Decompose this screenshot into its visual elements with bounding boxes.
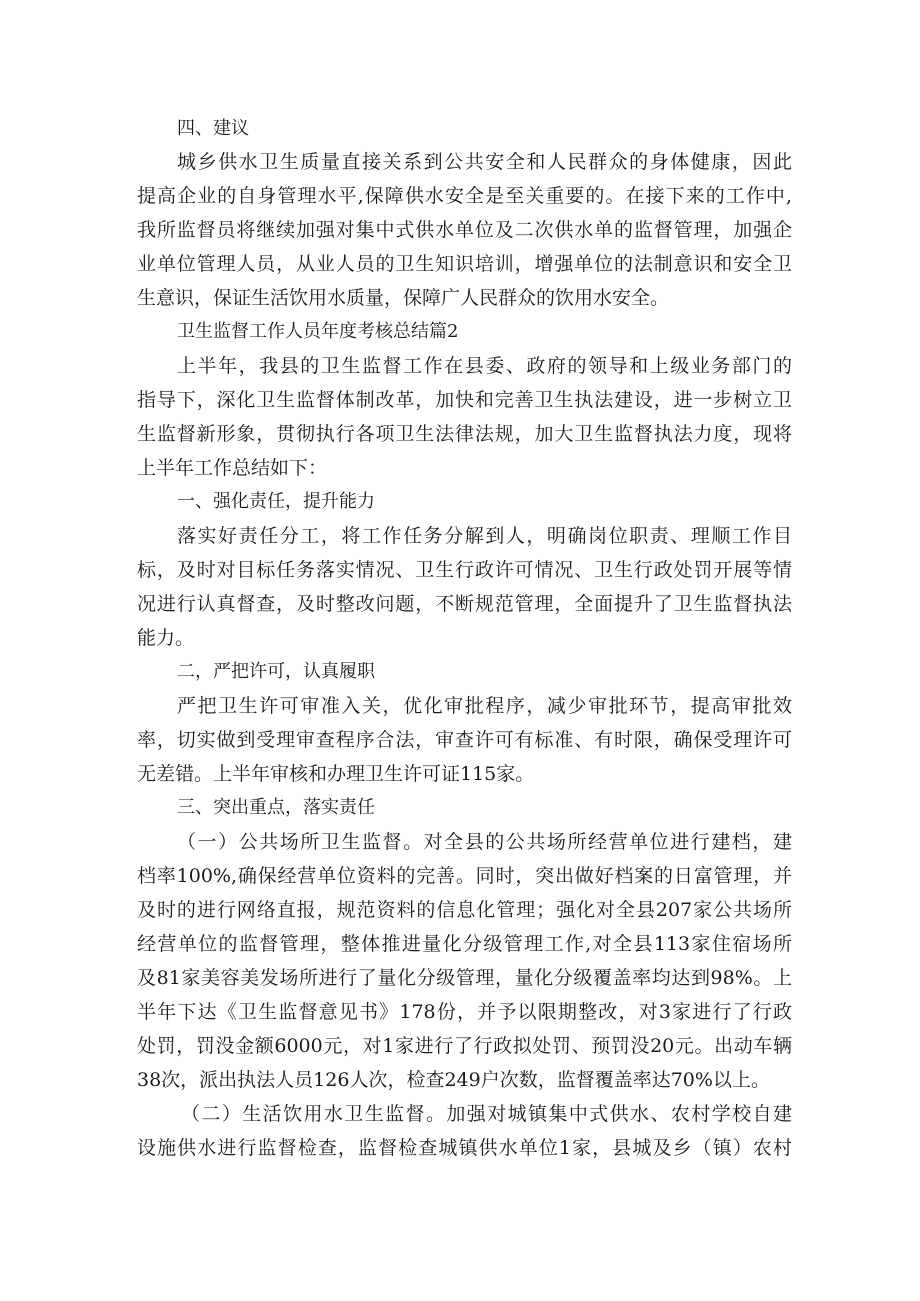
paragraph-line: 及81家美容美发场所进行了量化分级管理，量化分级覆盖率均达到98%。上 (137, 967, 792, 989)
paragraph-line: 业单位管理人员，从业人员的卫生知识培训，增强单位的法制意识和安全卫 (137, 253, 792, 275)
paragraph-line: 设施供水进行监督检查，监督检查城镇供水单位1家，县城及乡（镇）农村 (137, 1137, 792, 1159)
paragraph-line: 生监督新形象，贯彻执行各项卫生法律法规，加大卫生监督执法力度，现将 (137, 423, 792, 445)
paragraph-line: （二）生活饮用水卫生监督。加强对城镇集中式供水、农村学校自建 (181, 1103, 792, 1125)
paragraph-line: 及时的进行网络直报，规范资料的信息化管理；强化对全县207家公共场所 (137, 899, 792, 921)
section-heading-responsibility: 一、强化责任，提升能力 (177, 491, 375, 512)
paragraph-line: 处罚，罚没金额6000元，对1家进行了行政拟处罚、预罚没20元。出动车辆 (137, 1035, 792, 1057)
paragraph-line: 提高企业的自身管理水平,保障供水安全是至关重要的。在接下来的工作中, (137, 185, 792, 207)
paragraph-line: 上半年工作总结如下： (137, 457, 328, 479)
paragraph-line: 标，及时对目标任务落实情况、卫生行政许可情况、卫生行政处罚开展等情 (137, 559, 792, 581)
paragraph-line: 能力。 (137, 627, 195, 649)
paragraph-line: 落实好责任分工，将工作任务分解到人，明确岗位职责、理顺工作目 (177, 525, 792, 547)
paragraph-line: 上半年，我县的卫生监督工作在县委、政府的领导和上级业务部门的 (177, 355, 792, 377)
section-heading-priorities: 三、突出重点，落实责任 (177, 797, 375, 818)
section-heading-permits: 二，严把许可，认真履职 (177, 661, 375, 682)
paragraph-line: 指导下，深化卫生监督体制改革，加快和完善卫生执法建设，进一步树立卫 (137, 389, 792, 411)
paragraph-line: 38次，派出执法人员126人次，检查249户次数，监督覆盖率达70%以上。 (137, 1069, 770, 1091)
paragraph-line: 无差错。上半年审核和办理卫生许可证115家。 (137, 763, 535, 785)
paragraph-line: 经营单位的监督管理，整体推进量化分级管理工作,对全县113家住宿场所 (137, 933, 792, 955)
paragraph-line: 城乡供水卫生质量直接关系到公共安全和人民群众的身体健康，因此 (177, 151, 792, 173)
article-title: 卫生监督工作人员年度考核总结篇2 (177, 321, 459, 342)
paragraph-line: 我所监督员将继续加强对集中式供水单位及二次供水单的监督管理，加强企 (137, 219, 792, 241)
paragraph-line: 生意识，保证生活饮用水质量，保障广人民群众的饮用水安全。 (137, 287, 670, 309)
paragraph-line: 档率100%,确保经营单位资料的完善。同时，突出做好档案的日富管理，并 (137, 865, 792, 887)
paragraph-line: 半年下达《卫生监督意见书》178份，并予以限期整改，对3家进行了行政 (137, 1001, 792, 1023)
section-heading-suggestions: 四、建议 (177, 118, 249, 139)
paragraph-line: 况进行认真督查，及时整改问题，不断规范管理，全面提升了卫生监督执法 (137, 593, 792, 615)
paragraph-line: （一）公共场所卫生监督。对全县的公共场所经营单位进行建档，建 (177, 831, 792, 853)
paragraph-line: 严把卫生许可审准入关，优化审批程序，减少审批环节，提高审批效 (177, 695, 792, 717)
paragraph-line: 率，切实做到受理审查程序合法，审查许可有标准、有时限，确保受理许可 (137, 729, 792, 751)
